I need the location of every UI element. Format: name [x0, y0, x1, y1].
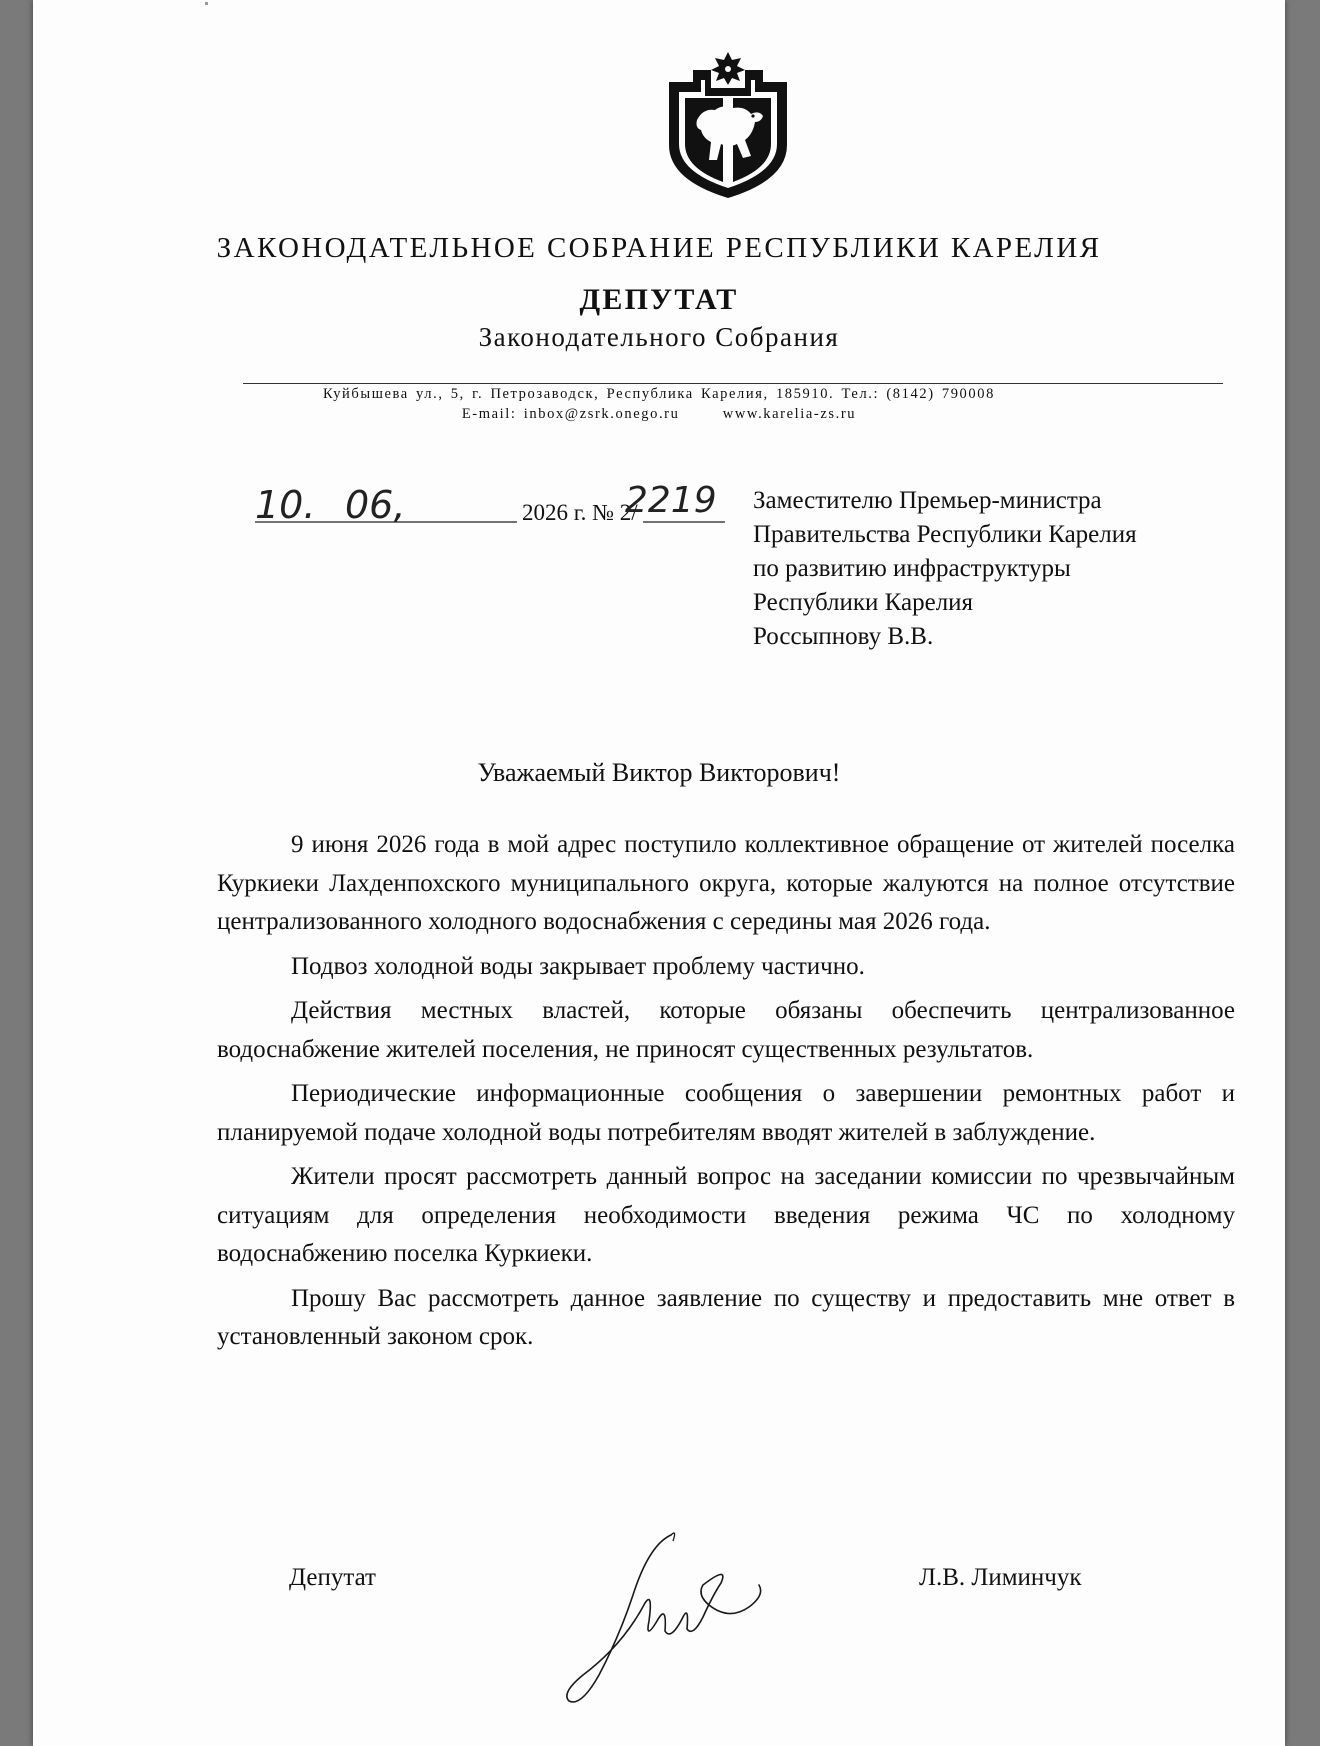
signer-position: Депутат [289, 1564, 376, 1591]
registration-line [225, 478, 717, 528]
body-paragraph: Прошу Вас рассмотреть данное заявление по существу и предоставить мне ответ в установленный законом срок. [217, 1284, 1235, 1350]
salutation: Уважаемый Виктор Викторович! [477, 758, 841, 787]
letter-body [217, 826, 1235, 1363]
addressee-line: Заместителю Премьер-министра [753, 487, 1102, 514]
body-paragraph: Действия местных властей, которые обязаны обеспечить централизованное водоснабжение жителей поселения, не приносят существенных результатов. [217, 997, 1235, 1063]
handwritten-signature [553, 1525, 793, 1720]
coat-of-arms-icon [663, 50, 793, 200]
contact-line: E-mail: inbox@zsrk.onego.ru www.karelia-zs.ru [461, 406, 857, 422]
organization-title: ЗАКОНОДАТЕЛЬНОЕ СОБРАНИЕ РЕСПУБЛИКИ КАРЕЛИЯ [216, 232, 1102, 264]
addressee-block [753, 484, 1273, 654]
registration-number: 2219 [625, 480, 717, 521]
body-paragraph: Подвоз холодной воды закрывает проблему частично. [291, 952, 865, 980]
addressee-line: Россыпнову В.В. [753, 623, 934, 650]
scan-dot [205, 2, 208, 5]
registration-day: 10. [255, 483, 316, 527]
position-subtitle: Законодательного Собрания [478, 322, 840, 352]
addressee-line: Правительства Республики Карелия [753, 521, 1137, 548]
document-page [33, 0, 1285, 1746]
addressee-line: по развитию инфраструктуры [753, 555, 1071, 582]
body-paragraph: 9 июня 2026 года в мой адрес поступило коллективное обращение от жителей поселка Куркиеки Лахденпохского муниципального округа, которые жалуются на полное отсутствие централизованного холодного водоснабжения с середины мая 2026 года. [217, 831, 1235, 935]
registration-month: 06, [345, 483, 406, 527]
addressee-line: Республики Карелия [753, 589, 974, 616]
address-line: Куйбышева ул., 5, г. Петрозаводск, Республика Карелия, 185910. Тел.: (8142) 790008 [323, 386, 995, 402]
letterhead-divider [243, 383, 1223, 384]
signer-name: Л.В. Лиминчук [919, 1564, 1082, 1591]
position-title: ДЕПУТАТ [579, 283, 739, 316]
registration-year: 2026 г. № 2/ [522, 500, 638, 525]
body-paragraph: Периодические информационные сообщения о завершении ремонтных работ и планируемой подаче холодной воды потребителям вводят жителей в заблуждение. [217, 1080, 1235, 1146]
body-paragraph: Жители просят рассмотреть данный вопрос на заседании комиссии по чрезвычайным ситуациям для определения необходимости введения режима ЧС по холодному водоснабжению поселка Куркиеки. [217, 1163, 1235, 1267]
